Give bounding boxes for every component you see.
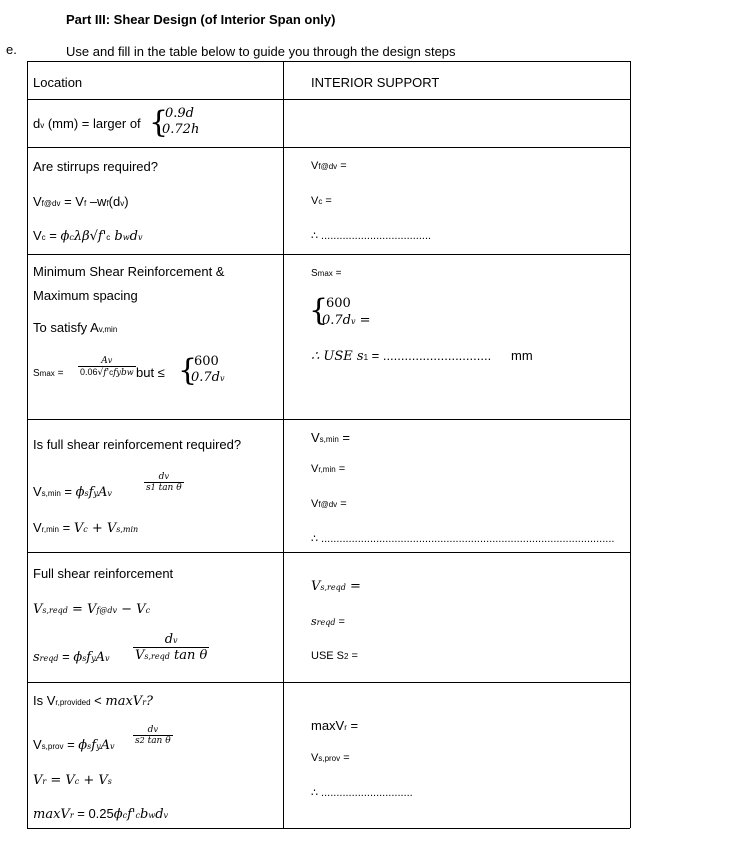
- right-vsreqd: Vs,reqd =: [311, 579, 361, 594]
- prov-question: Is Vr,provided < maxVr?: [33, 693, 153, 709]
- smax-opt1: 600: [194, 354, 219, 369]
- right-therefore-1: ∴ ....................................: [311, 230, 432, 242]
- sreqd-formula: sreqd = ϕsfyAv: [33, 649, 110, 665]
- right-use-s1: ∴ USE s1 = ..............................: [311, 348, 492, 364]
- right-vc: Vc =: [311, 195, 332, 207]
- smax-lhs: Smax =: [33, 368, 64, 379]
- min-line1: Minimum Shear Reinforcement &: [33, 264, 225, 279]
- vf-formula: Vf@dv = Vf –wf(dv): [33, 194, 129, 209]
- right-smax-opt2: 0.7dv =: [322, 313, 371, 328]
- right-mm: mm: [511, 348, 533, 363]
- vc-formula: Vc = ϕcλβ√f'c bwdv: [33, 228, 143, 244]
- right-sreqd: sreqd =: [311, 615, 345, 628]
- stirrups-question: Are stirrups required?: [33, 159, 158, 174]
- right-therefore-3: ∴ ..............................: [311, 787, 413, 799]
- dv-opt2: 0.72h: [162, 122, 200, 137]
- right-vf-dv-2: Vf@dv =: [311, 498, 347, 510]
- right-vsmin: Vs,min =: [311, 430, 351, 445]
- col-interior-support: INTERIOR SUPPORT: [311, 75, 440, 90]
- right-smax: Smax =: [311, 268, 342, 279]
- min-line3: To satisfy Av,min: [33, 320, 118, 335]
- part-title: Part III: Shear Design (of Interior Span only): [66, 12, 336, 27]
- smax-but: but ≤: [136, 365, 165, 380]
- smax-opt2: 0.7dv: [191, 370, 225, 385]
- vsreqd-formula: Vs,reqd = Vf@dv − Vc: [33, 602, 151, 617]
- smax-brace: {: [178, 353, 198, 388]
- full-question: Is full shear reinforcement required?: [33, 437, 242, 452]
- right-maxvr: maxVr =: [311, 718, 359, 733]
- right-vsprov: Vs,prov =: [311, 752, 350, 764]
- right-therefore-2: ∴ ................................................................................................: [311, 533, 615, 545]
- vr-formula: Vr = Vc + Vs: [33, 773, 112, 788]
- right-smax-opt1: 600: [326, 296, 351, 311]
- sreqd-fraction: $\frac{dv}{\text{Vs,reqd tan θ}}$: [135, 632, 208, 663]
- vsprov-formula: Vs,prov = ϕsfyAv: [33, 737, 115, 753]
- smax-fraction: $\frac{Av}{\text{0.06√f'cfybw}}$: [80, 356, 134, 378]
- right-vrmin: Vr,min =: [311, 463, 346, 475]
- vsmin-fraction: $\frac{dv}{\text{s1 tan θ}}$: [146, 472, 182, 493]
- col-location: Location: [33, 75, 83, 90]
- vsmin-formula: Vs,min = ϕsfyAv: [33, 484, 112, 500]
- vrmin-formula: Vr,min = Vc + Vs,min: [33, 520, 139, 536]
- maxvr-formula: maxVr = 0.25ϕcf'cbwdv: [33, 806, 169, 822]
- fullshear-title: Full shear reinforcement: [33, 566, 174, 581]
- item-letter: e.: [6, 42, 17, 57]
- min-line2: Maximum spacing: [33, 288, 138, 303]
- right-vf-dv: Vf@dv =: [311, 160, 347, 172]
- dv-label: dv (mm) = larger of: [33, 116, 141, 131]
- right-use-s2: USE S2 =: [311, 650, 358, 662]
- vsprov-fraction: $\frac{dv}{\text{s2 tan θ}}$: [135, 725, 171, 746]
- instruction: Use and fill in the table below to guide you through the design steps: [66, 44, 456, 59]
- dv-opt1: 0.9d: [165, 106, 194, 121]
- dv-brace: {: [149, 105, 169, 140]
- right-smax-brace: {: [309, 293, 329, 328]
